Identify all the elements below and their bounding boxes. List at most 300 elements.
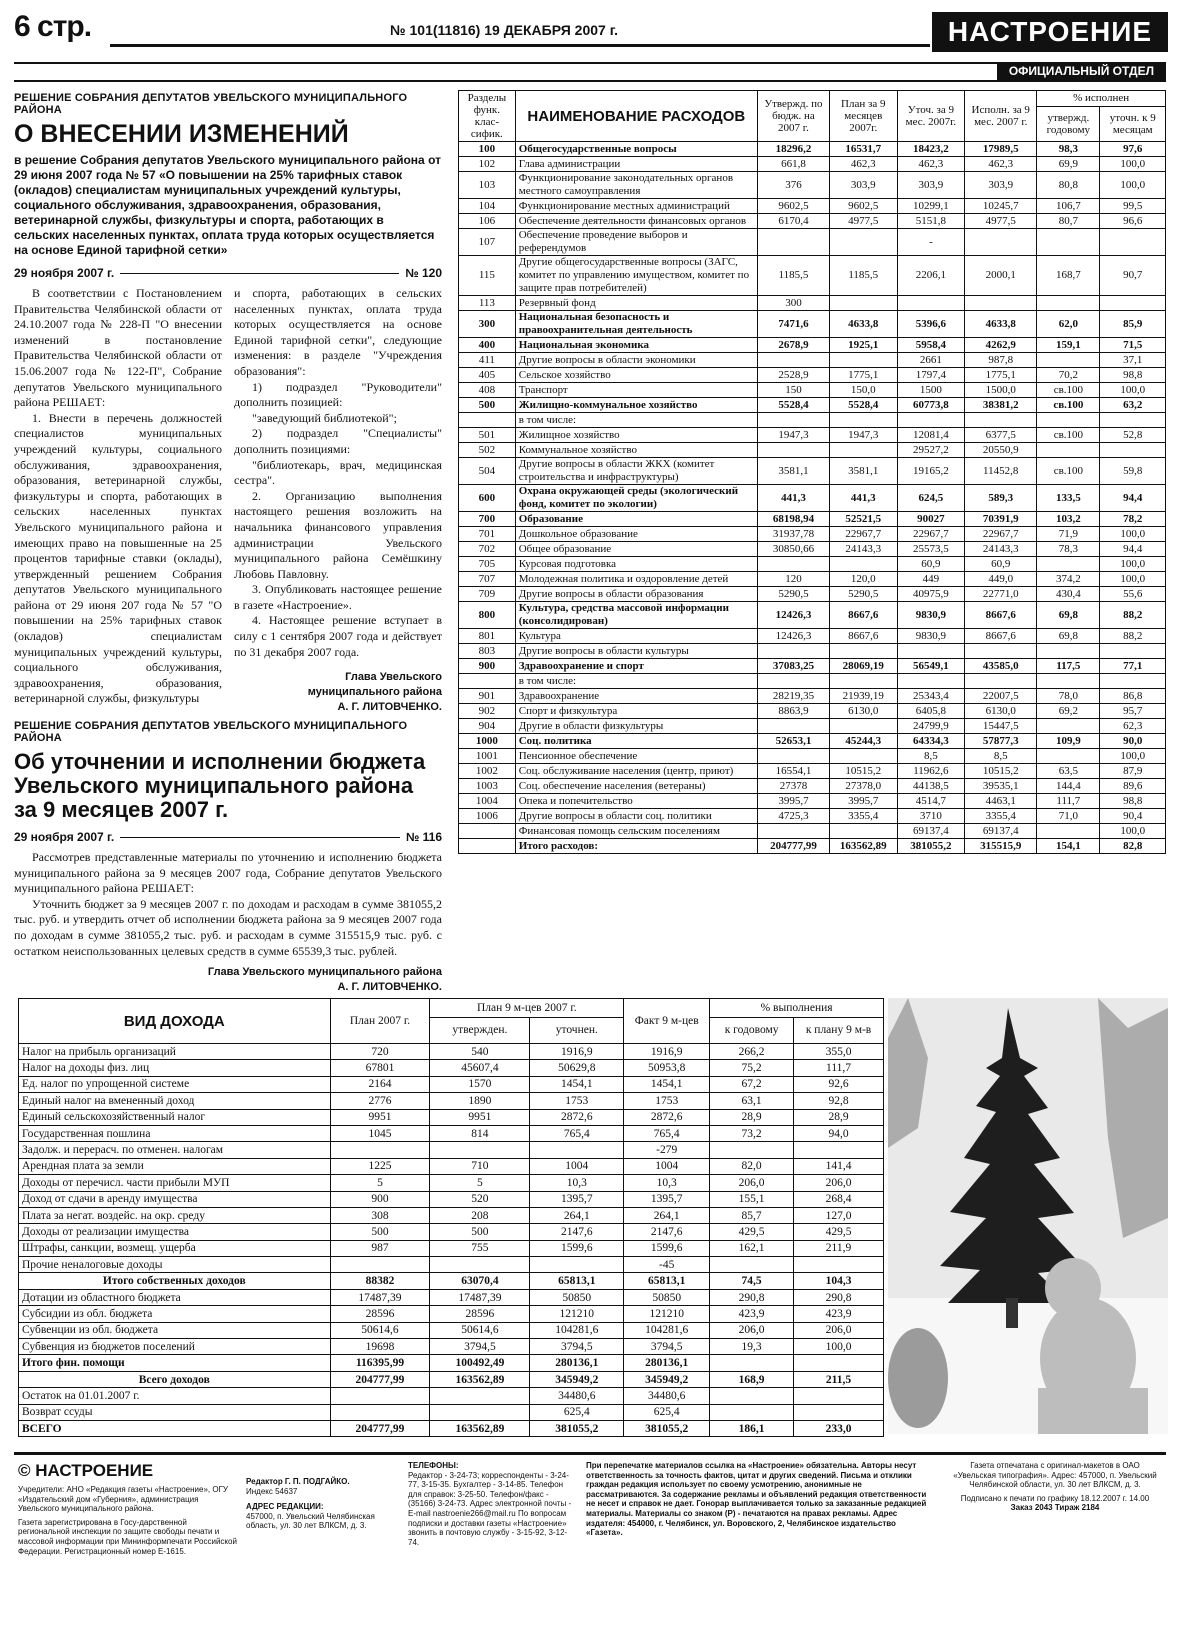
expense-value: [1037, 749, 1100, 764]
expense-value: 71,0: [1037, 809, 1100, 824]
expense-value: 95,7: [1100, 704, 1166, 719]
income-name: ВСЕГО: [19, 1420, 331, 1436]
expense-value: 168,7: [1037, 256, 1100, 296]
expense-code: 901: [459, 689, 516, 704]
expense-name: Молодежная политика и оздоровление детей: [515, 572, 757, 587]
expense-value: 44138,5: [897, 779, 965, 794]
header-pct: % исполнен: [1037, 91, 1166, 107]
expense-value: [757, 674, 829, 689]
expense-value: [1037, 644, 1100, 659]
footer-founders: Учредители: АНО «Редакция газеты «Настроение», ОГУ «Издательский дом «Губерния», администрация Увельского муниципального района.: [18, 1485, 228, 1514]
expense-value: 5151,8: [897, 214, 965, 229]
income-header-pct: % выполнения: [710, 999, 884, 1018]
expense-value: 462,3: [965, 157, 1037, 172]
income-name: Штрафы, санкции, возмещ. ущерба: [19, 1240, 331, 1256]
expense-row: [459, 458, 1166, 485]
income-value: 28596: [430, 1306, 530, 1322]
expense-row: [459, 172, 1166, 199]
income-row: [19, 1289, 884, 1305]
income-value: 92,6: [794, 1076, 884, 1092]
income-value: 814: [430, 1125, 530, 1141]
expense-value: 78,2: [1100, 512, 1166, 527]
income-value: 625,4: [624, 1404, 710, 1420]
income-name: Арендная плата за земли: [19, 1158, 331, 1174]
expense-value: 6130,0: [965, 704, 1037, 719]
income-value: [530, 1142, 624, 1158]
expense-value: 100,0: [1100, 824, 1166, 839]
income-value: 381055,2: [624, 1420, 710, 1436]
expense-value: [897, 413, 965, 428]
expense-value: 111,7: [1037, 794, 1100, 809]
income-row: [19, 1306, 884, 1322]
expense-row: [459, 428, 1166, 443]
expense-value: 64334,3: [897, 734, 965, 749]
expense-name: Обеспечение деятельности финансовых органов: [515, 214, 757, 229]
income-value: 28,9: [710, 1109, 794, 1125]
expense-value: 4725,3: [757, 809, 829, 824]
expense-value: 374,2: [1037, 572, 1100, 587]
expense-value: 1185,5: [829, 256, 897, 296]
expense-code: 600: [459, 485, 516, 512]
expense-value: 71,5: [1100, 338, 1166, 353]
expense-value: 77,1: [1100, 659, 1166, 674]
expense-value: 80,8: [1037, 172, 1100, 199]
expense-value: 11962,6: [897, 764, 965, 779]
expense-value: [1100, 229, 1166, 256]
expense-value: 52,8: [1100, 428, 1166, 443]
expense-value: [829, 644, 897, 659]
income-header-pct-9m: к плану 9 м-в: [794, 1017, 884, 1043]
income-name: Задолж. и перерасч. по отменен. налогам: [19, 1142, 331, 1158]
issue-date: № 101(11816) 19 ДЕКАБРЯ 2007 г.: [390, 22, 619, 38]
expense-value: 8667,6: [829, 602, 897, 629]
expense-value: [829, 674, 897, 689]
income-value: 2872,6: [530, 1109, 624, 1125]
expense-name: Пенсионное обеспечение: [515, 749, 757, 764]
income-row: [19, 1273, 884, 1289]
expense-value: [757, 413, 829, 428]
expense-value: 63,2: [1100, 398, 1166, 413]
income-name: Плата за негат. воздейс. на окр. среду: [19, 1207, 331, 1223]
expense-value: 24143,3: [829, 542, 897, 557]
article-subtitle: в решение Собрания депутатов Увельского муниципального района от 29 июня 2007 года № 57 «О повышении на 25% тарифных ставок (окладов) специалистам муниципальных учреждений культуры, социального обслуживания, здравоохранения, образования, ветеринарной службы, физкультуры и спорта, работающих в сельских населенных пунктах, оплата труда которых осуществляется на основе Единой тарифной сетки»: [14, 153, 441, 257]
expense-row: [459, 602, 1166, 629]
expense-name: Дошкольное образование: [515, 527, 757, 542]
income-row: [19, 1175, 884, 1191]
income-value: 268,4: [794, 1191, 884, 1207]
expense-value: 106,7: [1037, 199, 1100, 214]
expense-code: 1000: [459, 734, 516, 749]
footer: [14, 1452, 1166, 1645]
expense-value: [829, 719, 897, 734]
expense-value: 94,4: [1100, 485, 1166, 512]
income-value: 765,4: [530, 1125, 624, 1141]
expense-code: 300: [459, 311, 516, 338]
income-row: [19, 1093, 884, 1109]
expense-value: 661,8: [757, 157, 829, 172]
expense-value: 6405,8: [897, 704, 965, 719]
photo-illustration: [888, 998, 1168, 1434]
expense-value: 3355,4: [965, 809, 1037, 824]
expense-value: 100,0: [1100, 172, 1166, 199]
expense-value: 8667,6: [965, 602, 1037, 629]
expense-value: [965, 413, 1037, 428]
income-value: 3794,5: [624, 1339, 710, 1355]
expense-value: [829, 749, 897, 764]
expense-value: 5958,4: [897, 338, 965, 353]
income-value: 28,9: [794, 1109, 884, 1125]
expense-row: [459, 338, 1166, 353]
income-name: Остаток на 01.01.2007 г.: [19, 1388, 331, 1404]
expense-value: 449,0: [965, 572, 1037, 587]
expense-value: 31937,78: [757, 527, 829, 542]
expense-value: 100,0: [1100, 572, 1166, 587]
expense-value: [757, 353, 829, 368]
expense-code: 106: [459, 214, 516, 229]
expense-value: 28069,19: [829, 659, 897, 674]
expense-value: 37083,25: [757, 659, 829, 674]
article-body: [14, 850, 442, 959]
income-value: [794, 1388, 884, 1404]
income-row: [19, 1322, 884, 1338]
expense-value: 1500,0: [965, 383, 1037, 398]
income-value: [794, 1257, 884, 1273]
expense-value: 133,5: [1037, 485, 1100, 512]
income-value: 211,5: [794, 1371, 884, 1387]
expense-value: 2528,9: [757, 368, 829, 383]
income-value: 1454,1: [624, 1076, 710, 1092]
expense-row: [459, 512, 1166, 527]
income-value: [530, 1257, 624, 1273]
expense-value: 2678,9: [757, 338, 829, 353]
expense-code: 1001: [459, 749, 516, 764]
expense-value: 94,4: [1100, 542, 1166, 557]
expense-value: 88,2: [1100, 629, 1166, 644]
expense-value: св.100: [1037, 398, 1100, 413]
income-value: 34480,6: [624, 1388, 710, 1404]
income-row: [19, 1109, 884, 1125]
expense-value: 12426,3: [757, 602, 829, 629]
expense-value: 144,4: [1037, 779, 1100, 794]
expense-row: [459, 644, 1166, 659]
expense-code: [459, 413, 516, 428]
expense-value: 69137,4: [965, 824, 1037, 839]
income-row: [19, 1371, 884, 1387]
expense-row: [459, 719, 1166, 734]
article-date: 29 ноября 2007 г.: [14, 830, 115, 844]
expense-value: 1775,1: [965, 368, 1037, 383]
dateline-rule: [120, 273, 399, 274]
expense-row: [459, 443, 1166, 458]
expense-value: 8863,9: [757, 704, 829, 719]
expense-value: 303,9: [829, 172, 897, 199]
expense-code: 1003: [459, 779, 516, 794]
expense-row: [459, 659, 1166, 674]
expense-value: 29527,2: [897, 443, 965, 458]
expense-value: [1100, 443, 1166, 458]
expense-value: 69,9: [1037, 157, 1100, 172]
footer-order: Заказ 2043 Тираж 2184: [1010, 1503, 1100, 1513]
expense-name: Сельское хозяйство: [515, 368, 757, 383]
income-value: 10,3: [624, 1175, 710, 1191]
income-row: [19, 1257, 884, 1273]
expense-value: 9602,5: [757, 199, 829, 214]
article-column-2: [234, 286, 442, 715]
income-value: [710, 1257, 794, 1273]
signature-name: А. Г. ЛИТОВЧЕНКО.: [337, 701, 442, 714]
expense-row: [459, 368, 1166, 383]
paragraph: "заведующий библиотекой";: [252, 410, 397, 425]
footer-col-phones: [408, 1461, 574, 1547]
article-column-1: [14, 286, 222, 715]
income-value: 1225: [330, 1158, 430, 1174]
income-header-approved: утвержден.: [430, 1017, 530, 1043]
expense-code: 803: [459, 644, 516, 659]
article-kicker: РЕШЕНИЕ СОБРАНИЯ ДЕПУТАТОВ УВЕЛЬСКОГО МУНИЦИПАЛЬНОГО РАЙОНА: [14, 720, 408, 744]
expense-value: 12081,4: [897, 428, 965, 443]
income-value: 500: [430, 1224, 530, 1240]
footer-phones-title: ТЕЛЕФОНЫ:: [408, 1461, 459, 1470]
expense-name: Опека и попечительство: [515, 794, 757, 809]
income-value: 266,2: [710, 1044, 794, 1060]
expense-name: Соц. обслуживание населения (центр, приют): [515, 764, 757, 779]
expense-name: Национальная безопасность и правоохранительная деятельность: [515, 311, 757, 338]
income-value: [330, 1142, 430, 1158]
article-dateline: [14, 266, 442, 280]
expense-row: [459, 485, 1166, 512]
expense-value: 381055,2: [897, 839, 965, 854]
income-value: 355,0: [794, 1044, 884, 1060]
expense-value: св.100: [1037, 458, 1100, 485]
expense-value: 98,3: [1037, 142, 1100, 157]
paragraph: "библиотекарь, врач, медицинская сестра".: [234, 457, 442, 488]
expense-code: 103: [459, 172, 516, 199]
expense-value: [829, 296, 897, 311]
expense-value: 5528,4: [757, 398, 829, 413]
expense-value: 4977,5: [829, 214, 897, 229]
expense-value: 12426,3: [757, 629, 829, 644]
income-value: 3794,5: [530, 1339, 624, 1355]
expense-value: [757, 749, 829, 764]
income-name: Итого фин. помощи: [19, 1355, 331, 1371]
expense-value: 98,8: [1100, 368, 1166, 383]
income-value: 423,9: [710, 1306, 794, 1322]
income-value: 17487,39: [330, 1289, 430, 1305]
expense-value: 3355,4: [829, 809, 897, 824]
header-code: Разделы функ. клас-сифик.: [459, 91, 516, 142]
signature-block: [14, 965, 442, 995]
income-value: 50953,8: [624, 1060, 710, 1076]
expense-row: [459, 629, 1166, 644]
income-value: 429,5: [794, 1224, 884, 1240]
income-row: [19, 1076, 884, 1092]
expense-code: 1004: [459, 794, 516, 809]
footer-address-title: АДРЕС РЕДАКЦИИ:: [246, 1502, 324, 1512]
expense-code: 709: [459, 587, 516, 602]
expense-row: [459, 764, 1166, 779]
income-value: 1916,9: [624, 1044, 710, 1060]
income-value: 900: [330, 1191, 430, 1207]
expense-value: 59,8: [1100, 458, 1166, 485]
expense-row: [459, 704, 1166, 719]
income-value: 121210: [624, 1306, 710, 1322]
expense-value: 30850,66: [757, 542, 829, 557]
expense-name: Коммунальное хозяйство: [515, 443, 757, 458]
expense-row: [459, 311, 1166, 338]
income-value: 74,5: [710, 1273, 794, 1289]
expense-value: 85,9: [1100, 311, 1166, 338]
income-value: 186,1: [710, 1420, 794, 1436]
expense-value: 3995,7: [829, 794, 897, 809]
paragraph: 4. Настоящее решение вступает в силу с 1 сентября 2007 года и действует по 31 декабря 2007 года.: [234, 613, 442, 659]
income-table: [18, 998, 884, 1437]
expense-value: 8,5: [897, 749, 965, 764]
income-value: 1599,6: [624, 1240, 710, 1256]
income-header-refined: уточнен.: [530, 1017, 624, 1043]
expense-name: Национальная экономика: [515, 338, 757, 353]
expense-value: 1925,1: [829, 338, 897, 353]
expense-code: 900: [459, 659, 516, 674]
expense-value: 8667,6: [829, 629, 897, 644]
income-value: 141,4: [794, 1158, 884, 1174]
income-value: 1004: [624, 1158, 710, 1174]
income-value: 73,2: [710, 1125, 794, 1141]
expense-row: [459, 527, 1166, 542]
header-executed: Исполн. за 9 мес. 2007 г.: [965, 91, 1037, 142]
income-value: -279: [624, 1142, 710, 1158]
income-value: 34480,6: [530, 1388, 624, 1404]
income-header-name: ВИД ДОХОДА: [19, 999, 331, 1044]
expense-value: 27378: [757, 779, 829, 794]
income-value: 520: [430, 1191, 530, 1207]
expense-name: Здравоохранение: [515, 689, 757, 704]
expense-value: [1100, 674, 1166, 689]
expense-value: 1947,3: [829, 428, 897, 443]
income-name: Единый налог на вмененный доход: [19, 1093, 331, 1109]
income-value: [430, 1142, 530, 1158]
expense-row: [459, 256, 1166, 296]
income-value: [710, 1355, 794, 1371]
income-value: 280136,1: [530, 1355, 624, 1371]
expense-value: 19165,2: [897, 458, 965, 485]
expense-code: 700: [459, 512, 516, 527]
income-value: 19698: [330, 1339, 430, 1355]
expense-value: 90,0: [1100, 734, 1166, 749]
income-row: [19, 1158, 884, 1174]
expense-value: 100,0: [1100, 527, 1166, 542]
expense-name: Общегосударственные вопросы: [515, 142, 757, 157]
expense-value: 21939,19: [829, 689, 897, 704]
footer-col-printing: [948, 1461, 1162, 1513]
expense-value: 987,8: [965, 353, 1037, 368]
expense-value: 100,0: [1100, 157, 1166, 172]
expense-row: [459, 157, 1166, 172]
income-value: [710, 1404, 794, 1420]
income-name: Субвенция из бюджетов поселений: [19, 1339, 331, 1355]
expense-value: 3581,1: [829, 458, 897, 485]
expense-value: 86,8: [1100, 689, 1166, 704]
income-value: 206,0: [710, 1175, 794, 1191]
income-value: [430, 1257, 530, 1273]
expense-value: 100,0: [1100, 749, 1166, 764]
expense-row: [459, 794, 1166, 809]
expense-row: [459, 674, 1166, 689]
income-value: 2147,6: [530, 1224, 624, 1240]
expense-value: 70391,9: [965, 512, 1037, 527]
expense-name: Образование: [515, 512, 757, 527]
expense-value: [965, 296, 1037, 311]
expense-value: 9830,9: [897, 602, 965, 629]
expense-row: [459, 413, 1166, 428]
income-value: 1753: [530, 1093, 624, 1109]
footer-index: Индекс 54637: [246, 1486, 298, 1496]
expense-code: 701: [459, 527, 516, 542]
expense-row: [459, 587, 1166, 602]
income-value: 2872,6: [624, 1109, 710, 1125]
income-value: 104281,6: [624, 1322, 710, 1338]
income-value: 1916,9: [530, 1044, 624, 1060]
income-value: 540: [430, 1044, 530, 1060]
expense-value: 99,5: [1100, 199, 1166, 214]
expense-value: -: [897, 229, 965, 256]
expense-value: 71,9: [1037, 527, 1100, 542]
paragraph: 1) подраздел "Руководители" дополнить позицией:: [234, 379, 442, 410]
expense-value: 89,6: [1100, 779, 1166, 794]
income-value: 206,0: [794, 1175, 884, 1191]
expense-value: 68198,94: [757, 512, 829, 527]
expense-name: в том числе:: [515, 413, 757, 428]
paragraph: 1. Внести в перечень должностей специалистов муниципальных учреждений культуры, социального обслуживания, здравоохранения, образования, ветеринарной службы, физкультуры и спорта, работающих в сельских населенных пунктах Увельского муниципального района и имеющих право на повышенные на 25 процентов тарифные ставки (оклады), утвержденный решением Собрания депутатов Увельского муниципального района от 29 июня 207 года № 57 "О повышении на 25% тарифных ставок (окладов) специалистам муниципальных учреждений культуры, социального обслуживания, здравоохранения, образования, ветеринарной службы, физкультуры: [14, 410, 222, 706]
income-value: 345949,2: [530, 1371, 624, 1387]
expense-value: 16554,1: [757, 764, 829, 779]
expense-row: [459, 353, 1166, 368]
expense-code: 904: [459, 719, 516, 734]
article-amendments: [14, 92, 442, 715]
income-value: 204777,99: [330, 1371, 430, 1387]
expense-value: [1100, 413, 1166, 428]
income-value: [710, 1388, 794, 1404]
expense-code: 504: [459, 458, 516, 485]
expense-value: 96,6: [1100, 214, 1166, 229]
expense-code: 501: [459, 428, 516, 443]
expense-value: св.100: [1037, 428, 1100, 443]
article-budget: [14, 720, 442, 995]
footer-registration: Газета зарегистрирована в Госу-дарственной региональной инспекции по защите свободы печати и массовой информации при Мининформпечати Российской Федерации. Регистрационный номер Е-1615.: [18, 1517, 237, 1556]
header-pct-9m: уточн. к 9 месяцам: [1100, 106, 1166, 141]
expense-value: 6377,5: [965, 428, 1037, 443]
footer-phones: Редактор - 3-24-73; корреспонденты - 3-24-77, 3-15-35. Бухгалтер - 3-14-85. Телефон для справок: 3-25-50. Телефон/факс - (35166) 3-24-73. Адрес электронной почты - E-mail nastroenie266@mail.ru По вопросам подписки и доставки газеты «Настроение» звонить в почтовую службу - 3-15-92, 3-12-74.: [408, 1470, 572, 1547]
expense-value: 52653,1: [757, 734, 829, 749]
income-name: Налог на доходы физ. лиц: [19, 1060, 331, 1076]
expense-value: 5290,5: [757, 587, 829, 602]
income-value: 720: [330, 1044, 430, 1060]
expense-value: [1037, 413, 1100, 428]
expense-code: 801: [459, 629, 516, 644]
expense-value: 60773,8: [897, 398, 965, 413]
expense-value: 15447,5: [965, 719, 1037, 734]
income-value: 264,1: [530, 1207, 624, 1223]
income-name: Всего доходов: [19, 1371, 331, 1387]
expense-value: 103,2: [1037, 512, 1100, 527]
expenses-table-wrap: [458, 90, 1166, 854]
income-value: 45607,4: [430, 1060, 530, 1076]
income-value: 987: [330, 1240, 430, 1256]
paragraph: 2. Организацию выполнения настоящего решения возложить на начальника финансового управления администрации Увельского муниципального района Семёшкину Любовь Павловну.: [234, 488, 442, 581]
expense-value: [829, 413, 897, 428]
paragraph: 3. Опубликовать настоящее решение в газете «Настроение».: [234, 582, 442, 612]
expense-value: 163562,89: [829, 839, 897, 854]
expense-value: 6170,4: [757, 214, 829, 229]
